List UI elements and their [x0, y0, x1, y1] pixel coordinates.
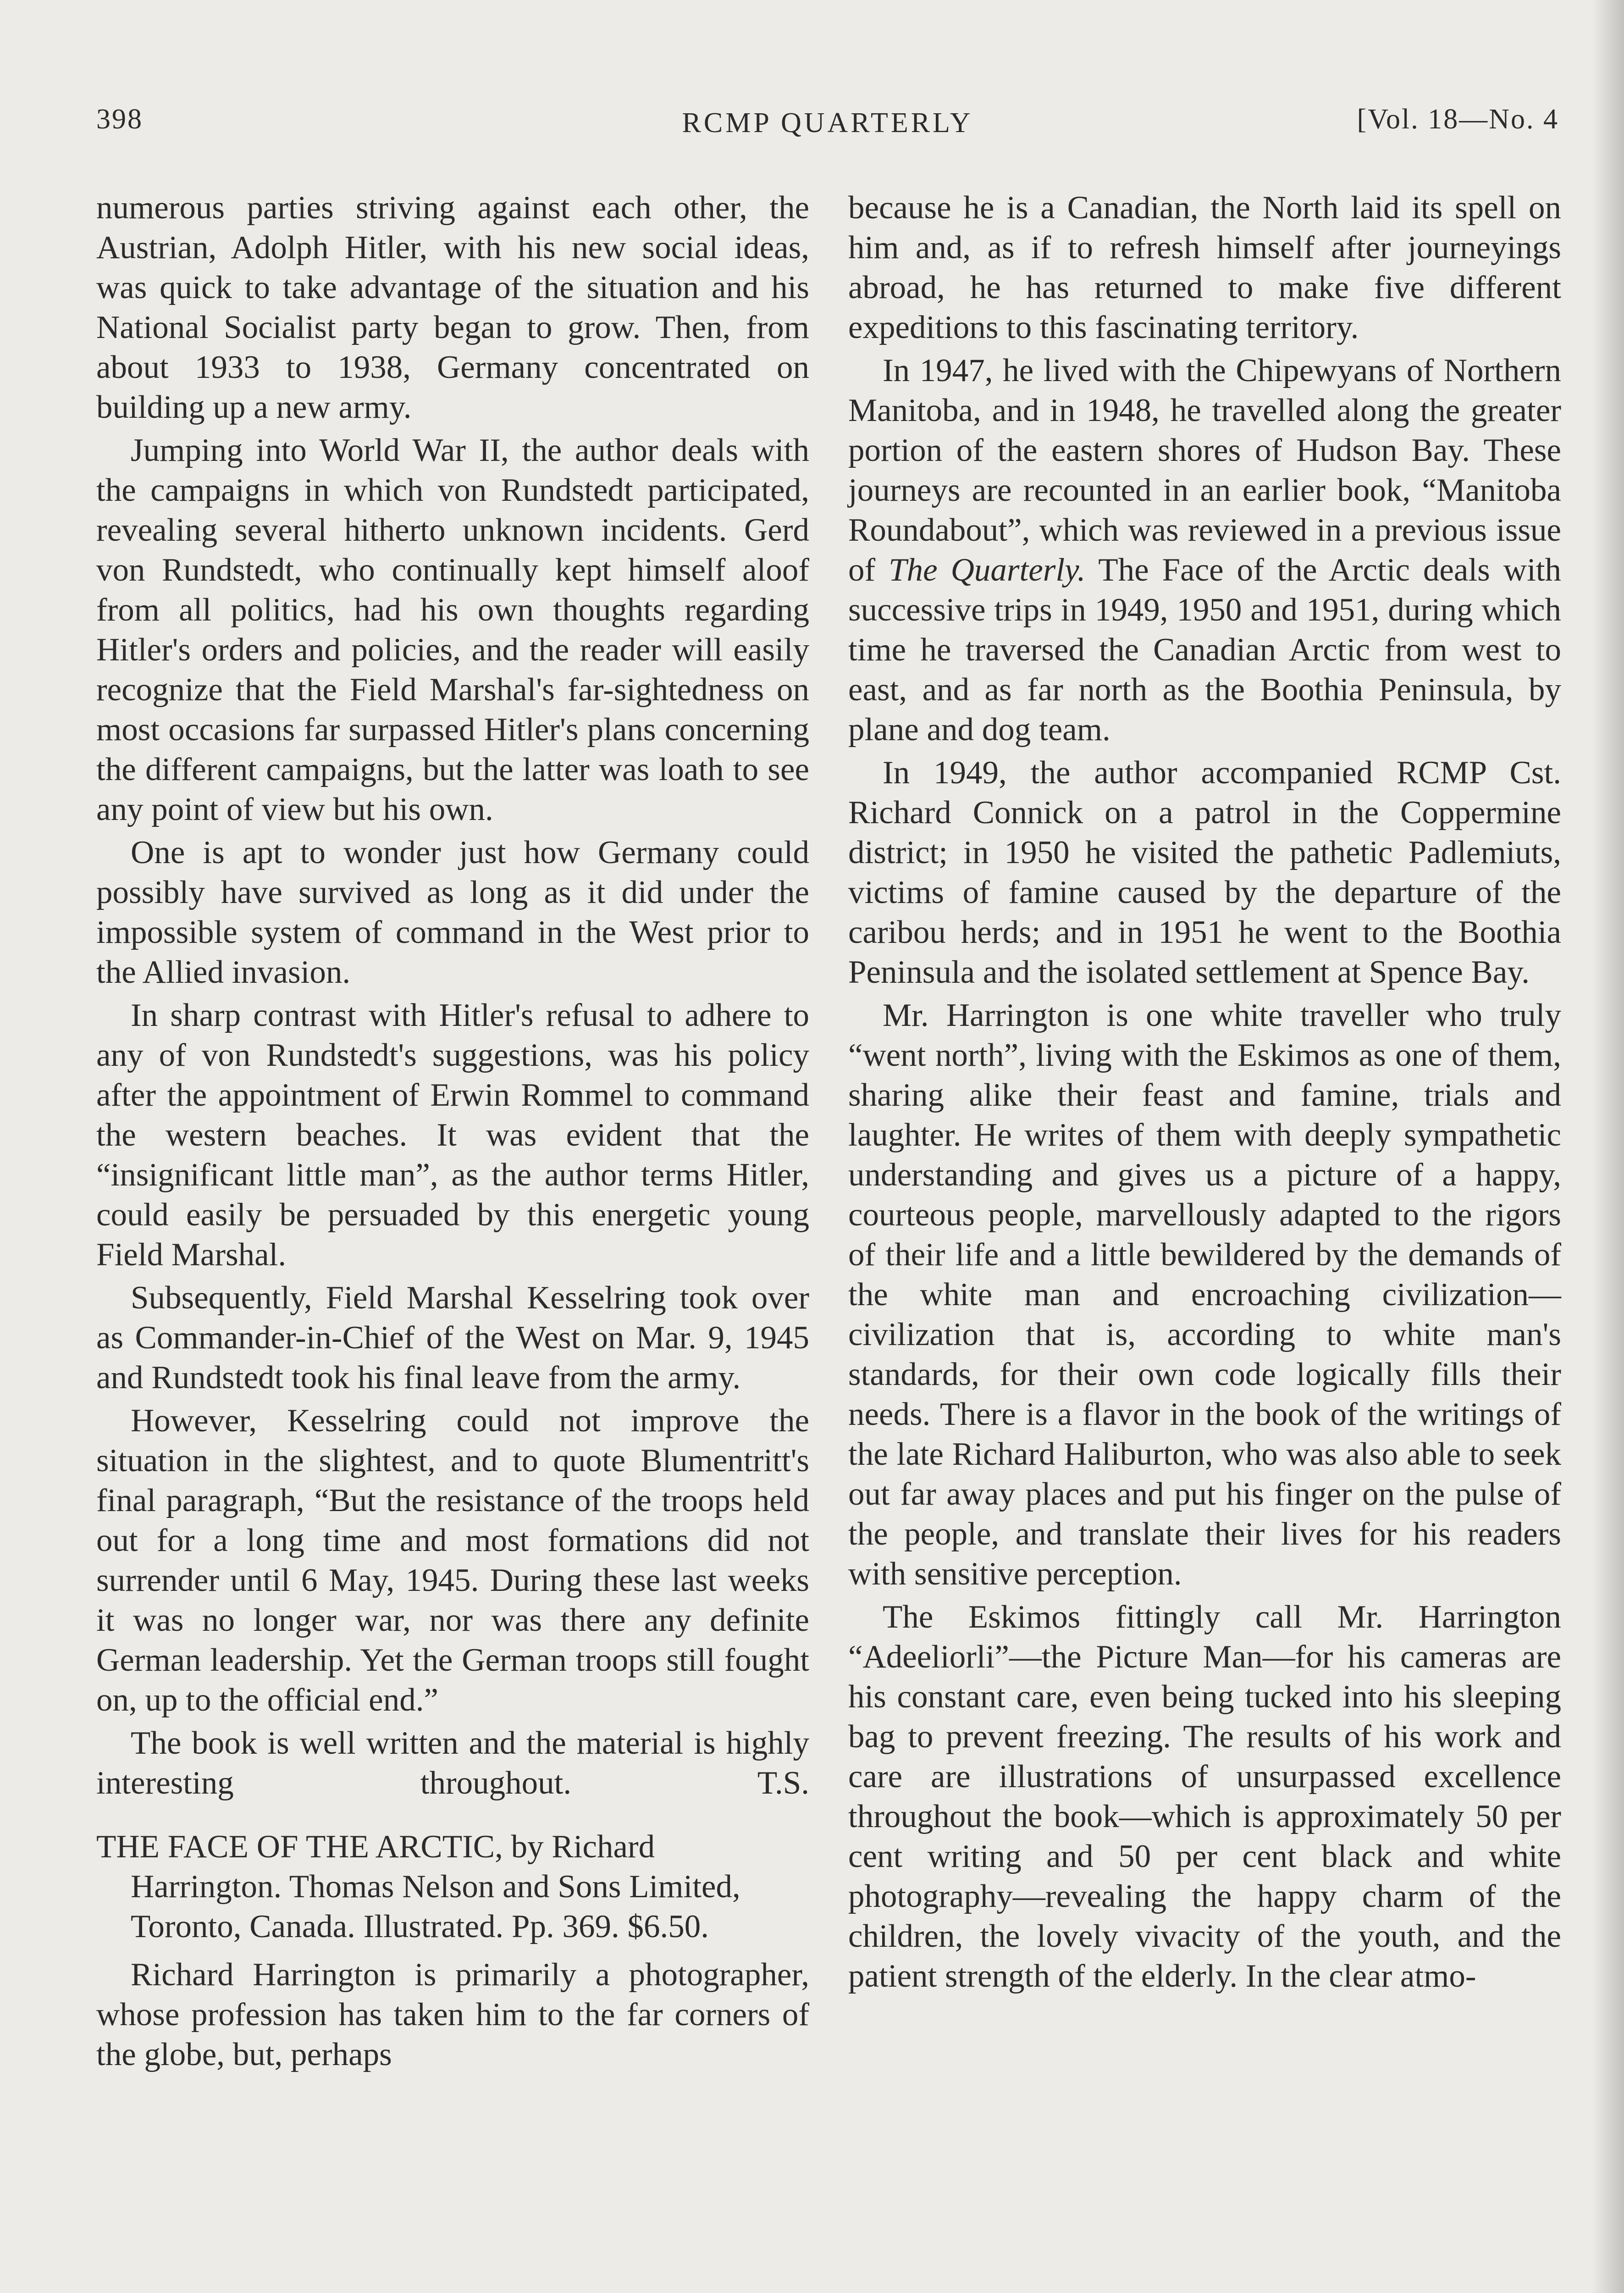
- page-edge-shadow: [1592, 0, 1624, 2293]
- paragraph: In 1949, the author accompanied RCMP Cst. Richard Connick on a patrol in the Coppermine district; in 1950 he visited the pathetic Padlemiuts, victims of famine caused by the departure of the caribou herds; and in 1951 he went to the Boothia Peninsula and the isolated settlement at Spence Bay.: [848, 755, 1561, 990]
- paragraph: numerous parties striving against each other, the Austrian, Adolph Hitler, with his new social ideas, was quick to take advantage of the situation and his National Socialist party began to grow. Then, from about 1933 to 1938, Germany concentrated on building up a new army.: [96, 190, 809, 425]
- review-heading: THE FACE OF THE ARCTIC, by Richard Harrington. Thomas Nelson and Sons Limited, Toronto, Canada. Illustrated. Pp. 369. $6.50.: [96, 1829, 740, 1944]
- issue-reference: [Vol. 18—No. 4: [1357, 104, 1559, 135]
- right-column: [848, 188, 1561, 1999]
- running-title: RCMP QUARTERLY: [682, 107, 973, 138]
- paragraph: because he is a Canadian, the North laid its spell on him and, as if to refresh himself after journeyings abroad, he has returned to make five different expeditions to this fascinating territory.: [848, 190, 1561, 345]
- paragraph: However, Kesselring could not improve the situation in the slightest, and to quote Blumentritt's final paragraph, “But the resistance of the troops held out for a long time and most formations did not surrender until 6 May, 1945. During these last weeks it was no longer war, nor was there any definite German leadership. Yet the German troops still fought on, up to the official end.”: [96, 1403, 809, 1718]
- paragraph: Mr. Harrington is one white traveller who truly “went north”, living with the Eskimos as one of them, sharing alike their feast and famine, trials and laughter. He writes of them with deeply sympathetic understanding and gives us a picture of a happy, courteous people, marvellously adapted to the rigors of their life and a little bewildered by the demands of the white man and encroaching civilization—civilization that is, according to white man's standards, for their own code logically fills their needs. There is a flavor in the book of the writings of the late Richard Haliburton, who was also able to seek out far away places and put his finger on the pulse of the people, and translate their lives for his readers with sensitive perception.: [848, 997, 1561, 1592]
- paragraph: In sharp contrast with Hitler's refusal to adhere to any of von Rundstedt's suggestions, was his policy after the appointment of Erwin Rommel to command the western beaches. It was evident that the “insignificant little man”, as the author terms Hitler, could easily be persuaded by this energetic young Field Marshal.: [96, 997, 809, 1273]
- closing-text: The book is well written and the material is highly interesting throughout.: [96, 1725, 809, 1801]
- left-column: [96, 188, 809, 2078]
- closing-paragraph: [96, 1723, 809, 1803]
- paragraph: Jumping into World War II, the author deals with the campaigns in which von Rundstedt participated, revealing several hitherto unknown incidents. Gerd von Rundstedt, who continually kept himself aloof from all politics, had his own thoughts regarding Hitler's orders and policies, and the reader will easily recognize that the Field Marshal's far-sightedness on most occasions far surpassed Hitler's plans concerning the different campaigns, but the latter was loath to see any point of view but his own.: [96, 432, 809, 827]
- paragraph: The Eskimos fittingly call Mr. Harrington “Adeeliorli”—the Picture Man—for his cameras are his constant care, even being tucked into his sleeping bag to prevent freezing. The results of his work and care are illustrations of unsurpassed excellence throughout the book—which is approximately 50 per cent writing and 50 per cent black and white photography—revealing the happy charm of the children, the lovely vivacity of the youth, and the patient strength of the elderly. In the clear atmo-: [848, 1599, 1561, 1994]
- page-header: [96, 103, 1559, 154]
- paragraph-text: The Face of the Arctic deals with successive trips in 1949, 1950 and 1951, during which time he traversed the Canadian Arctic from west to east, and as far north as the Boothia Peninsula, by plane and dog team.: [848, 552, 1562, 748]
- paragraph: One is apt to wonder just how Germany could possibly have survived as long as it did under the impossible system of command in the West prior to the Allied invasion.: [96, 835, 809, 990]
- page-number: 398: [96, 104, 143, 135]
- paragraph: [848, 351, 1561, 750]
- paragraph: Richard Harrington is primarily a photographer, whose profession has taken him to the far corners of the globe, but, perhaps: [96, 1957, 809, 2072]
- paragraph-text: In 1947, he lived with the Chipewyans of Northern Manitoba, and in 1948, he travelled along the greater portion of the eastern shores of Hudson Bay. These journeys are recounted in an earlier book, “Manitoba Roundabout”, which was reviewed in a previous issue of: [848, 353, 1561, 588]
- reviewer-initials: T.S.: [757, 1765, 809, 1801]
- paragraph: Subsequently, Field Marshal Kesselring took over as Commander-in-Chief of the West on Mar. 9, 1945 and Rundstedt took his final leave from the army.: [96, 1280, 809, 1396]
- publication-title: The Quarterly.: [889, 552, 1086, 588]
